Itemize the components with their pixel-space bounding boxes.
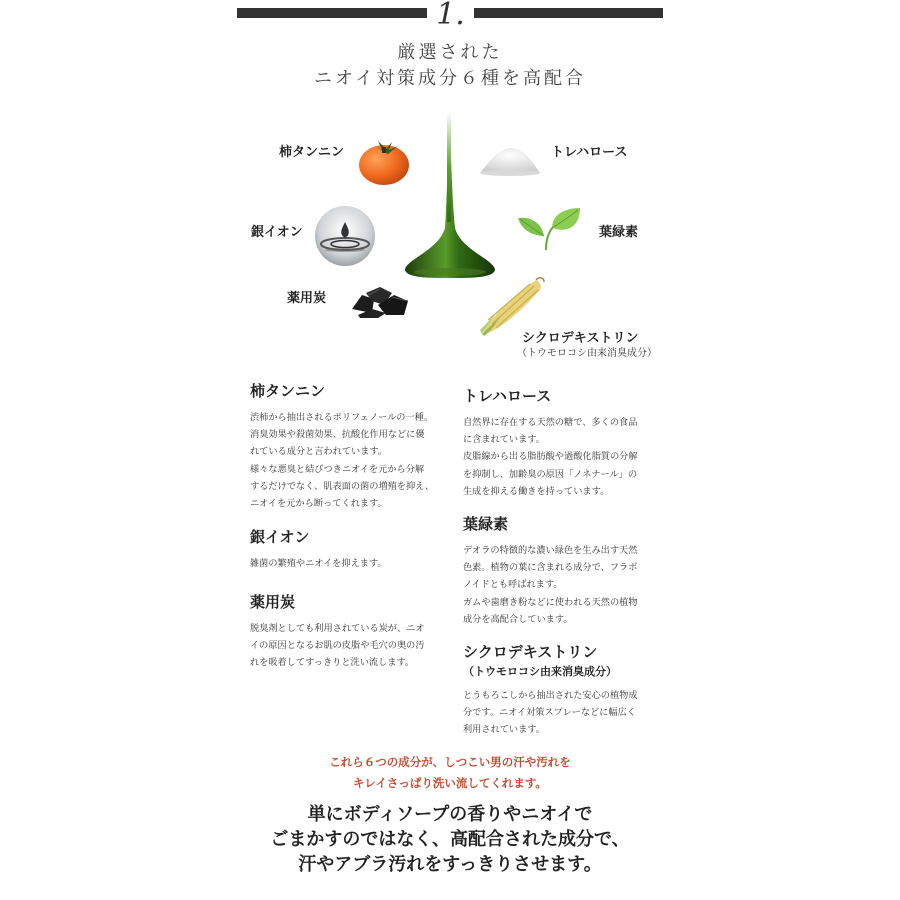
section-charcoal-line: 脱臭剤としても利用されている炭が、ニオ [250, 623, 425, 634]
label-cyclodextrin-sub: （トウモロコシ由来消臭成分） [517, 348, 657, 359]
section-kaki-line: 様々な悪臭と結びつきニオイを元から分解 [250, 463, 425, 475]
headline-line2: ニオイ対策成分６種を高配合 [313, 68, 587, 89]
section-chlorophyll-body [463, 542, 658, 628]
section-trehalose-body [463, 414, 658, 500]
corn-icon [478, 276, 546, 336]
accent-line1: これら６つの成分が、しつこい男の汗や汚れを [329, 755, 571, 769]
powder-icon [478, 143, 542, 177]
label-kaki: 柿タンニン [279, 145, 345, 160]
section-kaki [250, 380, 445, 512]
section-kaki-title: 柿タンニン [250, 382, 326, 400]
section-cyclodextrin [463, 641, 658, 739]
section-kaki-body [250, 409, 445, 512]
section-chlorophyll [463, 513, 658, 628]
section-silver-title: 銀イオン [250, 528, 310, 546]
headline-line1: 厳選された [397, 42, 503, 63]
persimmon-icon [356, 138, 412, 186]
label-chlorophyll: 葉緑素 [599, 225, 639, 240]
section-silver-line: 雑菌の繁殖やニオイを抑えます。 [250, 558, 387, 569]
section-kaki-line: 渋柿から抽出されるポリフェノールの一種。 [250, 412, 434, 423]
section-cyclodextrin-line: 分です。ニオイ対策スプレーなどに幅広く [463, 707, 636, 719]
charcoal-icon [348, 283, 414, 319]
section-charcoal [250, 591, 445, 672]
section-trehalose-line: 皮脂線から出る脂肪酸や過酸化脂質の分解 [463, 451, 638, 463]
section-number: 1. [436, 0, 465, 32]
label-cyclodextrin: シクロデキストリン [522, 331, 639, 346]
header-bar-left [237, 8, 427, 18]
section-trehalose-line: 自然界に存在する天然の糖で、多くの食品 [463, 417, 638, 428]
section-trehalose-line: に含まれています。 [463, 434, 545, 446]
section-kaki-line: 消臭効果や殺菌効果、抗酸化作用などに優 [250, 429, 425, 441]
section-silver [250, 526, 445, 572]
section-chlorophyll-line: 色素。植物の葉に含まれる成分で、フラボ [463, 562, 638, 574]
leaf-icon [516, 206, 582, 254]
section-kaki-line: れている成分と言われています。 [250, 446, 388, 458]
section-cyclodextrin-subtitle: （トウモロコシ由来消臭成分） [463, 665, 617, 678]
section-charcoal-title: 薬用炭 [250, 593, 296, 611]
section-charcoal-body [250, 620, 445, 672]
section-cyclodextrin-line: とうもろこしから抽出された安心の植物成 [463, 690, 638, 701]
section-kaki-line: ニオイを元から断ってくれます。 [250, 498, 387, 510]
section-chlorophyll-line: ノイドとも呼ばれます。 [463, 579, 563, 591]
accent-line2: キレイさっぱり洗い流してくれます。 [353, 776, 547, 790]
section-silver-body [250, 555, 445, 572]
section-charcoal-line: イの原因となるお肌の皮脂や毛穴の奥の汚 [250, 640, 425, 652]
label-silver: 銀イオン [251, 225, 303, 240]
section-trehalose-line: 生成を抑える働きを持っています。 [463, 485, 610, 497]
label-charcoal: 薬用炭 [287, 291, 327, 306]
section-trehalose-line: を抑制し、加齢臭の原因「ノネナール」の [463, 468, 638, 480]
section-chlorophyll-title: 葉緑素 [463, 515, 509, 533]
section-kaki-line: するだけでなく、肌表面の菌の増殖を抑え、 [250, 480, 435, 492]
label-trehalose: トレハロース [551, 145, 628, 160]
header-bar-right [474, 8, 663, 18]
green-drop-illustration [395, 110, 505, 282]
closing-line2: ごまかすのではなく、高配合された成分で、 [270, 829, 630, 850]
closing-line3: 汗やアブラ汚れをすっきりさせます。 [298, 854, 602, 875]
section-cyclodextrin-title: シクロデキストリン [463, 643, 598, 661]
section-cyclodextrin-body [463, 687, 658, 739]
closing-line1: 単にボディソープの香りやニオイで [307, 804, 593, 825]
section-chlorophyll-line: デオラの特徴的な濃い緑色を生み出す天然 [463, 545, 638, 556]
section-chlorophyll-line: 成分を高配合しています。 [463, 613, 573, 625]
section-cyclodextrin-line: 利用されています。 [463, 724, 545, 736]
section-trehalose [463, 385, 658, 500]
section-chlorophyll-line: ガムや歯磨き粉などに使われる天然の植物 [463, 596, 638, 608]
water-drop-icon [313, 204, 377, 268]
section-charcoal-line: れを吸着してすっきりと洗い流します。 [250, 657, 415, 669]
section-trehalose-title: トレハロース [463, 387, 552, 405]
